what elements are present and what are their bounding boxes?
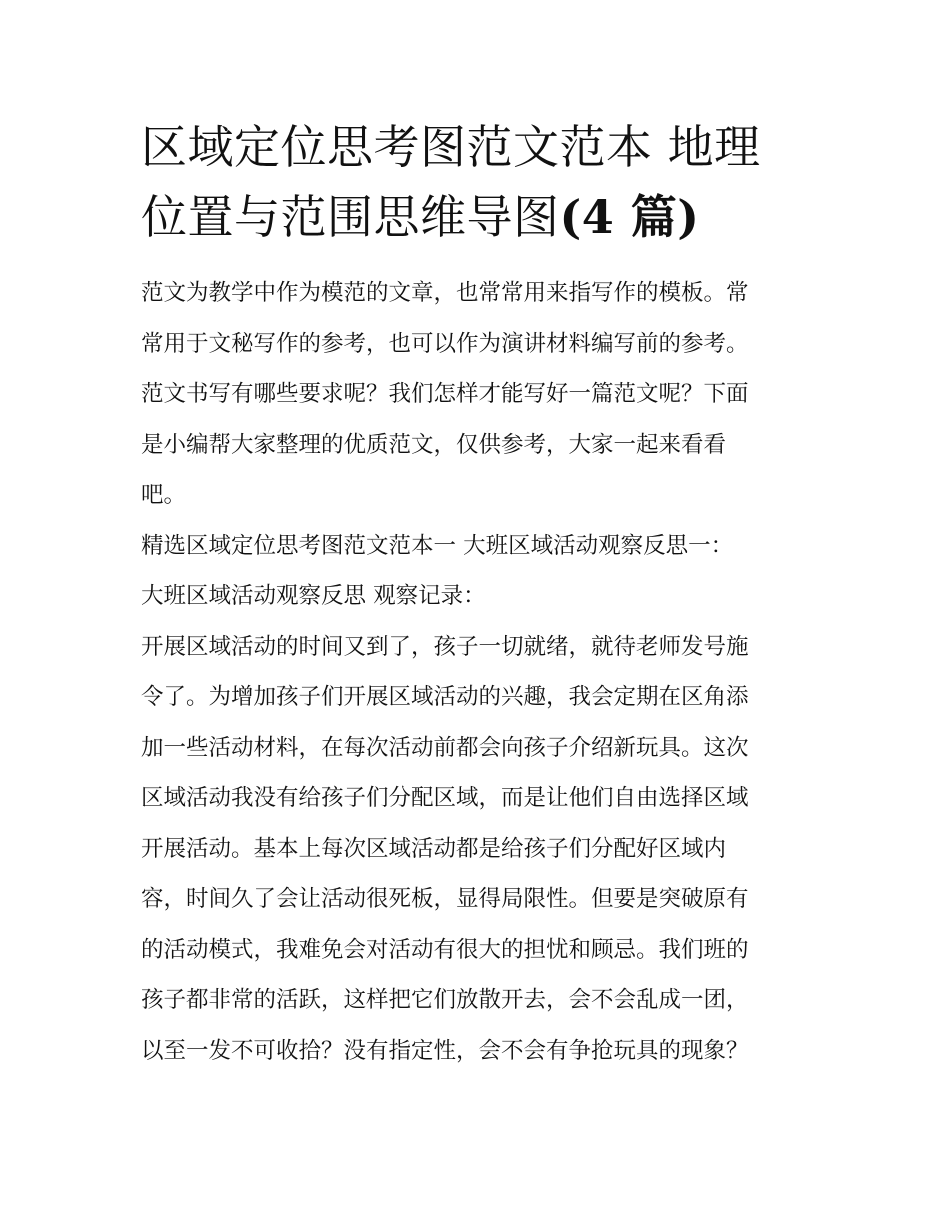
body-line: 区域活动我没有给孩子们分配区域，而是让他们自由选择区域 bbox=[141, 785, 749, 811]
body-line: 精选区域定位思考图范文范本一 大班区域活动观察反思一： bbox=[141, 532, 734, 559]
document-content bbox=[141, 112, 813, 1076]
body-line: 开展活动。基本上每次区域活动都是给孩子们分配好区域内 bbox=[141, 835, 727, 862]
body-line: 吧。 bbox=[141, 482, 187, 508]
body-line: 大班区域活动观察反思 观察记录： bbox=[141, 583, 486, 609]
document-title bbox=[141, 112, 813, 252]
body-line: 加一些活动材料，在每次活动前都会向孩子介绍新玩具。这次 bbox=[141, 734, 749, 761]
body-line: 是小编帮大家整理的优质范文，仅供参考，大家一起来看看 bbox=[141, 431, 727, 458]
title-line-2 bbox=[141, 182, 813, 252]
body-line: 以至一发不可收拾？没有指定性，会不会有争抢玩具的现象？ bbox=[141, 1037, 749, 1064]
title-line-1: 区域定位思考图范文范本 地理 bbox=[141, 120, 761, 174]
body-line: 的活动模式，我难免会对活动有很大的担忧和顾忌。我们班的 bbox=[141, 936, 749, 963]
title-count: (4 篇) bbox=[559, 190, 700, 244]
body-line: 容，时间久了会让活动很死板，显得局限性。但要是突破原有 bbox=[141, 886, 749, 912]
body-line: 开展区域活动的时间又到了，孩子一切就绪，就待老师发号施 bbox=[141, 633, 749, 660]
body-line: 孩子都非常的活跃，这样把它们放散开去，会不会乱成一团， bbox=[141, 987, 749, 1013]
body-line: 常用于文秘写作的参考，也可以作为演讲材料编写前的参考。 bbox=[141, 330, 749, 357]
body-line: 范文书写有哪些要求呢？我们怎样才能写好一篇范文呢？下面 bbox=[141, 381, 749, 407]
body-line: 范文为教学中作为模范的文章，也常常用来指写作的模板。常 bbox=[141, 280, 749, 306]
document-body bbox=[141, 268, 813, 1076]
body-line: 令了。为增加孩子们开展区域活动的兴趣，我会定期在区角添 bbox=[141, 684, 749, 710]
title-line-2-text: 位置与范围思维导图 bbox=[141, 190, 560, 244]
